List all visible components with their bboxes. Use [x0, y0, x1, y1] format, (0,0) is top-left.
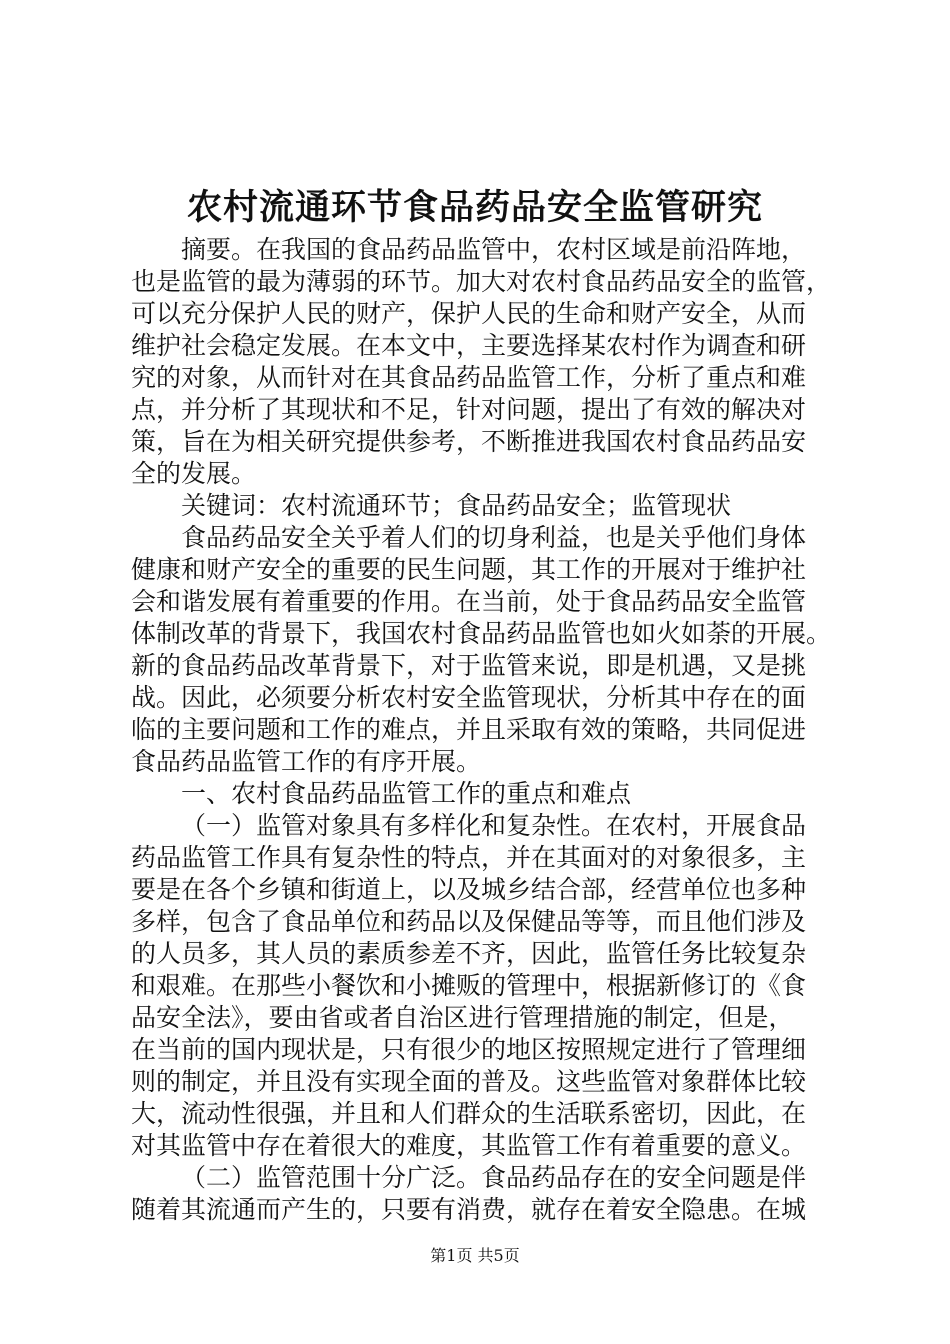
text-line: 要是在各个乡镇和街道上，以及城乡结合部，经营单位也多种: [131, 875, 807, 904]
text-line: 食品药品安全关乎着人们的切身利益，也是关乎他们身体: [181, 523, 807, 552]
text-line: 随着其流通而产生的，只要有消费，就存在着安全隐患。在城: [131, 1195, 807, 1224]
text-line: 和艰难。在那些小餐饮和小摊贩的管理中，根据新修订的《食: [131, 971, 807, 1000]
text-line: 可以充分保护人民的财产，保护人民的生命和财产安全，从而: [131, 299, 807, 328]
text-line: 维护社会稳定发展。在本文中，主要选择某农村作为调查和研: [131, 331, 807, 360]
text-line: 对其监管中存在着很大的难度，其监管工作有着重要的意义。: [131, 1131, 807, 1160]
document-title: 农村流通环节食品药品安全监管研究: [186, 187, 763, 228]
page-footer: 第1页 共5页: [430, 1246, 520, 1265]
text-line: 体制改革的背景下，我国农村食品药品监管也如火如荼的开展。: [131, 619, 832, 648]
text-line: 新的食品药品改革背景下，对于监管来说，即是机遇，又是挑: [131, 651, 807, 680]
text-line: 关键词：农村流通环节；食品药品安全；监管现状: [181, 491, 732, 520]
text-line: 摘要。在我国的食品药品监管中，农村区域是前沿阵地，: [181, 235, 807, 264]
text-line: 临的主要问题和工作的难点，并且采取有效的策略，共同促进: [131, 715, 807, 744]
text-line: 策，旨在为相关研究提供参考，不断推进我国农村食品药品安: [131, 427, 807, 456]
text-line: 食品药品监管工作的有序开展。: [131, 747, 482, 776]
text-line: 一、农村食品药品监管工作的重点和难点: [181, 779, 632, 808]
text-line: 则的制定，并且没有实现全面的普及。这些监管对象群体比较: [131, 1067, 807, 1096]
text-line: 药品监管工作具有复杂性的特点，并在其面对的对象很多，主: [131, 843, 807, 872]
text-line: 战。因此，必须要分析农村安全监管现状，分析其中存在的面: [131, 683, 807, 712]
text-line: 会和谐发展有着重要的作用。在当前，处于食品药品安全监管: [131, 587, 807, 616]
text-line: 的人员多，其人员的素质参差不齐，因此，监管任务比较复杂: [131, 939, 807, 968]
text-line: （二）监管范围十分广泛。食品药品存在的安全问题是伴: [181, 1163, 807, 1192]
text-line: 全的发展。: [131, 459, 257, 488]
text-line: 多样，包含了食品单位和药品以及保健品等等，而且他们涉及: [131, 907, 807, 936]
text-line: 点，并分析了其现状和不足，针对问题，提出了有效的解决对: [131, 395, 807, 424]
text-line: 在当前的国内现状是，只有很少的地区按照规定进行了管理细: [131, 1035, 807, 1064]
text-line: （一）监管对象具有多样化和复杂性。在农村，开展食品: [181, 811, 807, 840]
text-line: 究的对象，从而针对在其食品药品监管工作，分析了重点和难: [131, 363, 807, 392]
document-body: [131, 234, 836, 1226]
text-line: 健康和财产安全的重要的民生问题，其工作的开展对于维护社: [131, 555, 807, 584]
text-line: 也是监管的最为薄弱的环节。加大对农村食品药品安全的监管，: [131, 267, 832, 296]
text-line: 品安全法》，要由省或者自治区进行管理措施的制定，但是，: [131, 1003, 794, 1032]
text-line: 大，流动性很强，并且和人们群众的生活联系密切，因此，在: [131, 1099, 807, 1128]
